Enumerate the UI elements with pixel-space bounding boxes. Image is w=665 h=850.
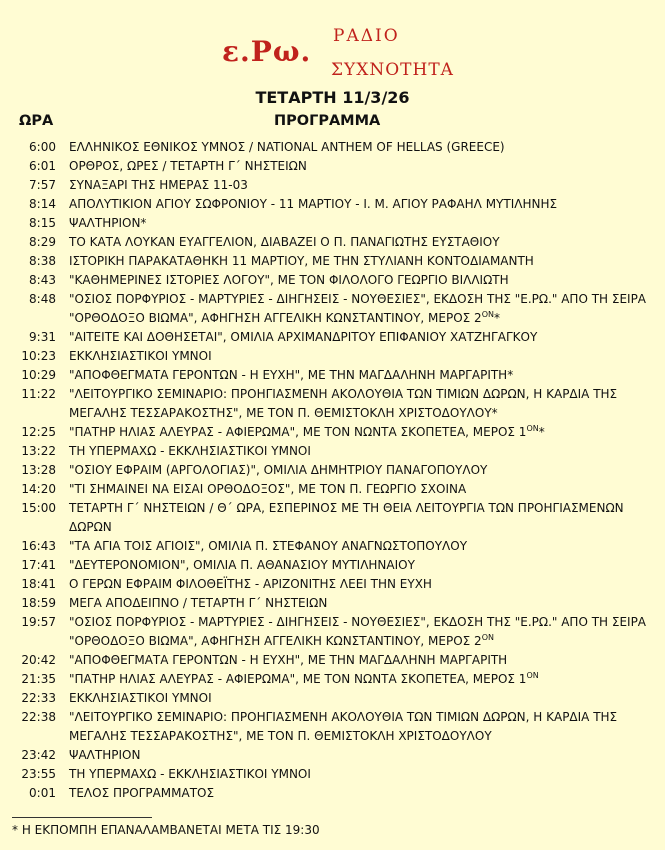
schedule-program — [69, 708, 649, 746]
footnote: * Η ΕΚΠΟΜΠΗ ΕΠΑΝΑΛΑΜΒΑΝΕΤΑΙ ΜΕΤΑ ΤΙΣ 19:30 — [12, 823, 320, 837]
program-title: ΕΚΚΛΗΣΙΑΣΤΙΚΟΙ ΥΜΝΟΙ — [69, 691, 212, 705]
program-title: "ΟΣΙΟΣ ΠΟΡΦΥΡΙΟΣ - ΜΑΡΤΥΡΙΕΣ - ΔΙΗΓΗΣΕΙΣ - ΝΟΥΘΕΣΙΕΣ", ΕΚΔΟΣΗ ΤΗΣ "Ε.ΡΩ." ΑΠΟ ΤΗ ΣΕΙΡΑ "ΟΡΘΟΔΟΞΟ ΒΙΩΜΑ", ΑΦΗΓΗΣΗ ΑΓΓΕΛΙΚΗ ΚΩΝΣΤΑΝΤΙΝΟΥ, ΜΕΡΟΣ 2 — [69, 292, 647, 325]
schedule-row — [0, 784, 665, 803]
schedule-program — [69, 784, 649, 803]
program-title: ΤΕΛΟΣ ΠΡΟΓΡΑΜΜΑΤΟΣ — [69, 786, 215, 800]
ordinal-suffix: ΟΝ — [481, 633, 494, 642]
schedule-row — [0, 613, 665, 651]
schedule-time: 0:01 — [29, 786, 56, 800]
program-title: "ΑΠΟΦΘΕΓΜΑΤΑ ΓΕΡΟΝΤΩΝ - Η ΕΥΧΗ", ΜΕ ΤΗΝ ΜΑΓΔΑΛΗΝΗ ΜΑΡΓΑΡΙΤΗ — [69, 653, 508, 667]
program-title: "ΠΑΤΗΡ ΗΛΙΑΣ ΑΛΕΥΡΑΣ - ΑΦΙΕΡΩΜΑ", ΜΕ ΤΟΝ ΝΩΝΤΑ ΣΚΟΠΕΤΕΑ, ΜΕΡΟΣ 1 — [69, 672, 527, 686]
schedule-time: 16:43 — [21, 539, 56, 553]
program-title: "ΤΙ ΣΗΜΑΙΝΕΙ ΝΑ ΕΙΣΑΙ ΟΡΘΟΔΟΞΟΣ", ΜΕ ΤΟΝ Π. ΓΕΩΡΓΙΟ ΣΧΟΙΝΑ — [69, 482, 467, 496]
program-title: ΤΟ ΚΑΤΑ ΛΟΥΚΑΝ ΕΥΑΓΓΕΛΙΟΝ, ΔΙΑΒΑΖΕΙ Ο Π. ΠΑΝΑΓΙΩΤΗΣ ΕΥΣΤΑΘΙΟΥ — [69, 235, 500, 249]
schedule-time: 18:41 — [21, 577, 56, 591]
schedule-program — [69, 689, 649, 708]
schedule-program — [69, 347, 649, 366]
schedule-time: 21:35 — [21, 672, 56, 686]
schedule-time: 9:31 — [29, 330, 56, 344]
program-title: "ΠΑΤΗΡ ΗΛΙΑΣ ΑΛΕΥΡΑΣ - ΑΦΙΕΡΩΜΑ", ΜΕ ΤΟΝ ΝΩΝΤΑ ΣΚΟΠΕΤΕΑ, ΜΕΡΟΣ 1 — [69, 425, 527, 439]
schedule-time: 13:22 — [21, 444, 56, 458]
program-title: ΑΠΟΛΥΤΙΚΙΟΝ ΑΓΙΟΥ ΣΩΦΡΟΝΙΟΥ - 11 ΜΑΡΤΙΟΥ - Ι. Μ. ΑΓΙΟΥ ΡΑΦΑΗΛ ΜΥΤΙΛΗΝΗΣ — [69, 197, 558, 211]
schedule-program — [69, 233, 649, 252]
logo-word-frequency: ΣΥΧΝΟΤΗΤΑ — [331, 60, 454, 80]
schedule-program — [69, 746, 649, 765]
schedule-row — [0, 271, 665, 290]
program-title: ΤΗ ΥΠΕΡΜΑΧΩ - ΕΚΚΛΗΣΙΑΣΤΙΚΟΙ ΥΜΝΟΙ — [69, 444, 311, 458]
program-title: "ΟΣΙΟΣ ΠΟΡΦΥΡΙΟΣ - ΜΑΡΤΥΡΙΕΣ - ΔΙΗΓΗΣΕΙΣ - ΝΟΥΘΕΣΙΕΣ", ΕΚΔΟΣΗ ΤΗΣ "Ε.ΡΩ." ΑΠΟ ΤΗ ΣΕΙΡΑ "ΟΡΘΟΔΟΞΟ ΒΙΩΜΑ", ΑΦΗΓΗΣΗ ΑΓΓΕΛΙΚΗ ΚΩΝΣΤΑΝΤΙΝΟΥ, ΜΕΡΟΣ 2 — [69, 615, 647, 648]
schedule-program — [69, 556, 649, 575]
schedule-time: 8:29 — [29, 235, 56, 249]
schedule-program — [69, 271, 649, 290]
program-title: ΕΚΚΛΗΣΙΑΣΤΙΚΟΙ ΥΜΝΟΙ — [69, 349, 212, 363]
schedule-program — [69, 461, 649, 480]
program-title: "ΑΠΟΦΘΕΓΜΑΤΑ ΓΕΡΟΝΤΩΝ - Η ΕΥΧΗ", ΜΕ ΤΗΝ ΜΑΓΔΑΛΗΝΗ ΜΑΡΓΑΡΙΤΗ* — [69, 368, 514, 382]
schedule-time: 10:29 — [21, 368, 56, 382]
schedule-row — [0, 594, 665, 613]
schedule-row — [0, 138, 665, 157]
schedule-program — [69, 366, 649, 385]
schedule-program — [69, 499, 649, 537]
schedule-time: 11:22 — [21, 387, 56, 401]
schedule-time: 7:57 — [29, 178, 56, 192]
schedule-row — [0, 575, 665, 594]
schedule-program — [69, 575, 649, 594]
schedule-row — [0, 233, 665, 252]
schedule-program — [69, 670, 649, 689]
schedule-row — [0, 556, 665, 575]
schedule-row — [0, 670, 665, 689]
schedule-time: 18:59 — [21, 596, 56, 610]
program-title: "ΟΣΙΟΥ ΕΦΡΑΙΜ (ΑΡΓΟΛΟΓΙΑΣ)", ΟΜΙΛΙΑ ΔΗΜΗΤΡΙΟΥ ΠΑΝΑΓΟΠΟΥΛΟΥ — [69, 463, 488, 477]
repeat-mark: * — [538, 425, 545, 439]
schedule-time: 8:48 — [29, 292, 56, 306]
program-title: Ο ΓΕΡΩΝ ΕΦΡΑΙΜ ΦΙΛΟΘΕΪΤΗΣ - ΑΡΙΖΟΝΙΤΗΣ ΛΕΕΙ ΤΗΝ ΕΥΧΗ — [69, 577, 432, 591]
schedule-row — [0, 347, 665, 366]
schedule-row — [0, 537, 665, 556]
schedule-program — [69, 537, 649, 556]
ordinal-suffix: ΟΝ — [526, 424, 539, 433]
schedule-time: 8:38 — [29, 254, 56, 268]
schedule-date: ΤΕΤΑΡΤΗ 11/3/26 — [255, 88, 410, 107]
program-title: "ΚΑΘΗΜΕΡΙΝΕΣ ΙΣΤΟΡΙΕΣ ΛΟΓΟΥ", ΜΕ ΤΟΝ ΦΙΛΟΛΟΓΟ ΓΕΩΡΓΙΟ ΒΙΛΛΙΩΤΗ — [69, 273, 509, 287]
schedule-program — [69, 252, 649, 271]
schedule-time: 23:55 — [21, 767, 56, 781]
schedule-row — [0, 328, 665, 347]
schedule-row — [0, 385, 665, 423]
ordinal-suffix: ΟΝ — [481, 310, 494, 319]
schedule-time: 22:38 — [21, 710, 56, 724]
repeat-mark: * — [493, 311, 500, 325]
schedule-time: 8:14 — [29, 197, 56, 211]
schedule-program — [69, 214, 649, 233]
schedule-row — [0, 708, 665, 746]
program-title: ΣΥΝΑΞΑΡΙ ΤΗΣ ΗΜΕΡΑΣ 11-03 — [69, 178, 248, 192]
schedule-program — [69, 765, 649, 784]
schedule-time: 10:23 — [21, 349, 56, 363]
program-title: ΤΗ ΥΠΕΡΜΑΧΩ - ΕΚΚΛΗΣΙΑΣΤΙΚΟΙ ΥΜΝΟΙ — [69, 767, 311, 781]
schedule-row — [0, 651, 665, 670]
schedule-row — [0, 442, 665, 461]
schedule-time: 6:01 — [29, 159, 56, 173]
program-title: ΙΣΤΟΡΙΚΗ ΠΑΡΑΚΑΤΑΘΗΚΗ 11 ΜΑΡΤΙΟΥ, ΜΕ ΤΗΝ ΣΤΥΛΙΑΝΗ ΚΟΝΤΟΔΙΑΜΑΝΤΗ — [69, 254, 534, 268]
schedule-program — [69, 480, 649, 499]
schedule-time: 6:00 — [29, 140, 56, 154]
schedule-row — [0, 499, 665, 537]
program-title: "ΔΕΥΤΕΡΟΝΟΜΙΟΝ", ΟΜΙΛΙΑ Π. ΑΘΑΝΑΣΙΟΥ ΜΥΤΙΛΗΝΑΙΟΥ — [69, 558, 415, 572]
program-title: ΨΑΛΤΗΡΙΟΝ — [69, 748, 141, 762]
schedule-program — [69, 594, 649, 613]
station-logo — [0, 0, 665, 90]
schedule-row — [0, 765, 665, 784]
program-title: ΜΕΓΑ ΑΠΟΔΕΙΠΝΟ / ΤΕΤΑΡΤΗ Γ΄ ΝΗΣΤΕΙΩΝ — [69, 596, 328, 610]
schedule-time: 19:57 — [21, 615, 56, 629]
schedule-program — [69, 385, 649, 423]
schedule-row — [0, 157, 665, 176]
schedule-row — [0, 290, 665, 328]
logo-mark: ε.Ρω. — [222, 35, 312, 68]
schedule-row — [0, 214, 665, 233]
program-title: ΤΕΤΑΡΤΗ Γ΄ ΝΗΣΤΕΙΩΝ / Θ΄ ΩΡΑ, ΕΣΠΕΡΙΝΟΣ ΜΕ ΤΗ ΘΕΙΑ ΛΕΙΤΟΥΡΓΙΑ ΤΩΝ ΠΡΟΗΓΙΑΣΜΕΝΩΝ ΔΩΡΩΝ — [69, 501, 624, 534]
schedule-program — [69, 157, 649, 176]
schedule-time: 20:42 — [21, 653, 56, 667]
program-title: "ΛΕΙΤΟΥΡΓΙΚΟ ΣΕΜΙΝΑΡΙΟ: ΠΡΟΗΓΙΑΣΜΕΝΗ ΑΚΟΛΟΥΘΙΑ ΤΩΝ ΤΙΜΙΩΝ ΔΩΡΩΝ, Η ΚΑΡΔΙΑ ΤΗΣ ΜΕΓΑΛΗΣ ΤΕΣΣΑΡΑΚΟΣΤΗΣ", ΜΕ ΤΟΝ Π. ΘΕΜΙΣΤΟΚΛΗ ΧΡΙΣΤΟΔΟΥΛΟΥ — [69, 710, 618, 743]
schedule-time: 22:33 — [21, 691, 56, 705]
schedule-program — [69, 423, 649, 442]
program-title: ΨΑΛΤΗΡΙΟΝ* — [69, 216, 147, 230]
schedule-time: 13:28 — [21, 463, 56, 477]
schedule-row — [0, 423, 665, 442]
schedule-time: 23:42 — [21, 748, 56, 762]
schedule-program — [69, 328, 649, 347]
schedule-time: 15:00 — [21, 501, 56, 515]
schedule-row — [0, 689, 665, 708]
footnote-divider — [12, 817, 152, 818]
schedule-row — [0, 461, 665, 480]
column-header-time: ΩΡΑ — [19, 113, 54, 129]
schedule-row — [0, 480, 665, 499]
schedule-time: 17:41 — [21, 558, 56, 572]
schedule-program — [69, 138, 649, 157]
program-title: "ΑΙΤΕΙΤΕ ΚΑΙ ΔΟΘΗΣΕΤΑΙ", ΟΜΙΛΙΑ ΑΡΧΙΜΑΝΔΡΙΤΟΥ ΕΠΙΦΑΝΙΟΥ ΧΑΤΖΗΓΑΓΚΟΥ — [69, 330, 538, 344]
schedule-program — [69, 442, 649, 461]
program-title: "ΤΑ ΑΓΙΑ ΤΟΙΣ ΑΓΙΟΙΣ", ΟΜΙΛΙΑ Π. ΣΤΕΦΑΝΟΥ ΑΝΑΓΝΩΣΤΟΠΟΥΛΟΥ — [69, 539, 468, 553]
column-header-program: ΠΡΟΓΡΑΜΜΑ — [274, 113, 381, 129]
schedule-program — [69, 290, 649, 328]
schedule-program — [69, 651, 649, 670]
schedule-time: 14:20 — [21, 482, 56, 496]
schedule-row — [0, 366, 665, 385]
program-title: ΟΡΘΡΟΣ, ΩΡΕΣ / ΤΕΤΑΡΤΗ Γ΄ ΝΗΣΤΕΙΩΝ — [69, 159, 307, 173]
schedule-row — [0, 195, 665, 214]
schedule-program — [69, 195, 649, 214]
schedule-row — [0, 746, 665, 765]
program-title: ΕΛΛΗΝΙΚΟΣ ΕΘΝΙΚΟΣ ΥΜΝΟΣ / NATIONAL ANTHEM OF HELLAS (GREECE) — [69, 140, 505, 154]
schedule-row — [0, 176, 665, 195]
schedule-time: 8:15 — [29, 216, 56, 230]
schedule-list — [0, 138, 665, 803]
logo-word-radio: ΡΑΔΙΟ — [333, 26, 400, 46]
schedule-time: 12:25 — [21, 425, 56, 439]
program-title: "ΛΕΙΤΟΥΡΓΙΚΟ ΣΕΜΙΝΑΡΙΟ: ΠΡΟΗΓΙΑΣΜΕΝΗ ΑΚΟΛΟΥΘΙΑ ΤΩΝ ΤΙΜΙΩΝ ΔΩΡΩΝ, Η ΚΑΡΔΙΑ ΤΗΣ ΜΕΓΑΛΗΣ ΤΕΣΣΑΡΑΚΟΣΤΗΣ", ΜΕ ΤΟΝ Π. ΘΕΜΙΣΤΟΚΛΗ ΧΡΙΣΤΟΔΟΥΛΟΥ* — [69, 387, 618, 420]
ordinal-suffix: ΟΝ — [526, 671, 539, 680]
schedule-program — [69, 176, 649, 195]
schedule-time: 8:43 — [29, 273, 56, 287]
schedule-row — [0, 252, 665, 271]
schedule-program — [69, 613, 649, 651]
